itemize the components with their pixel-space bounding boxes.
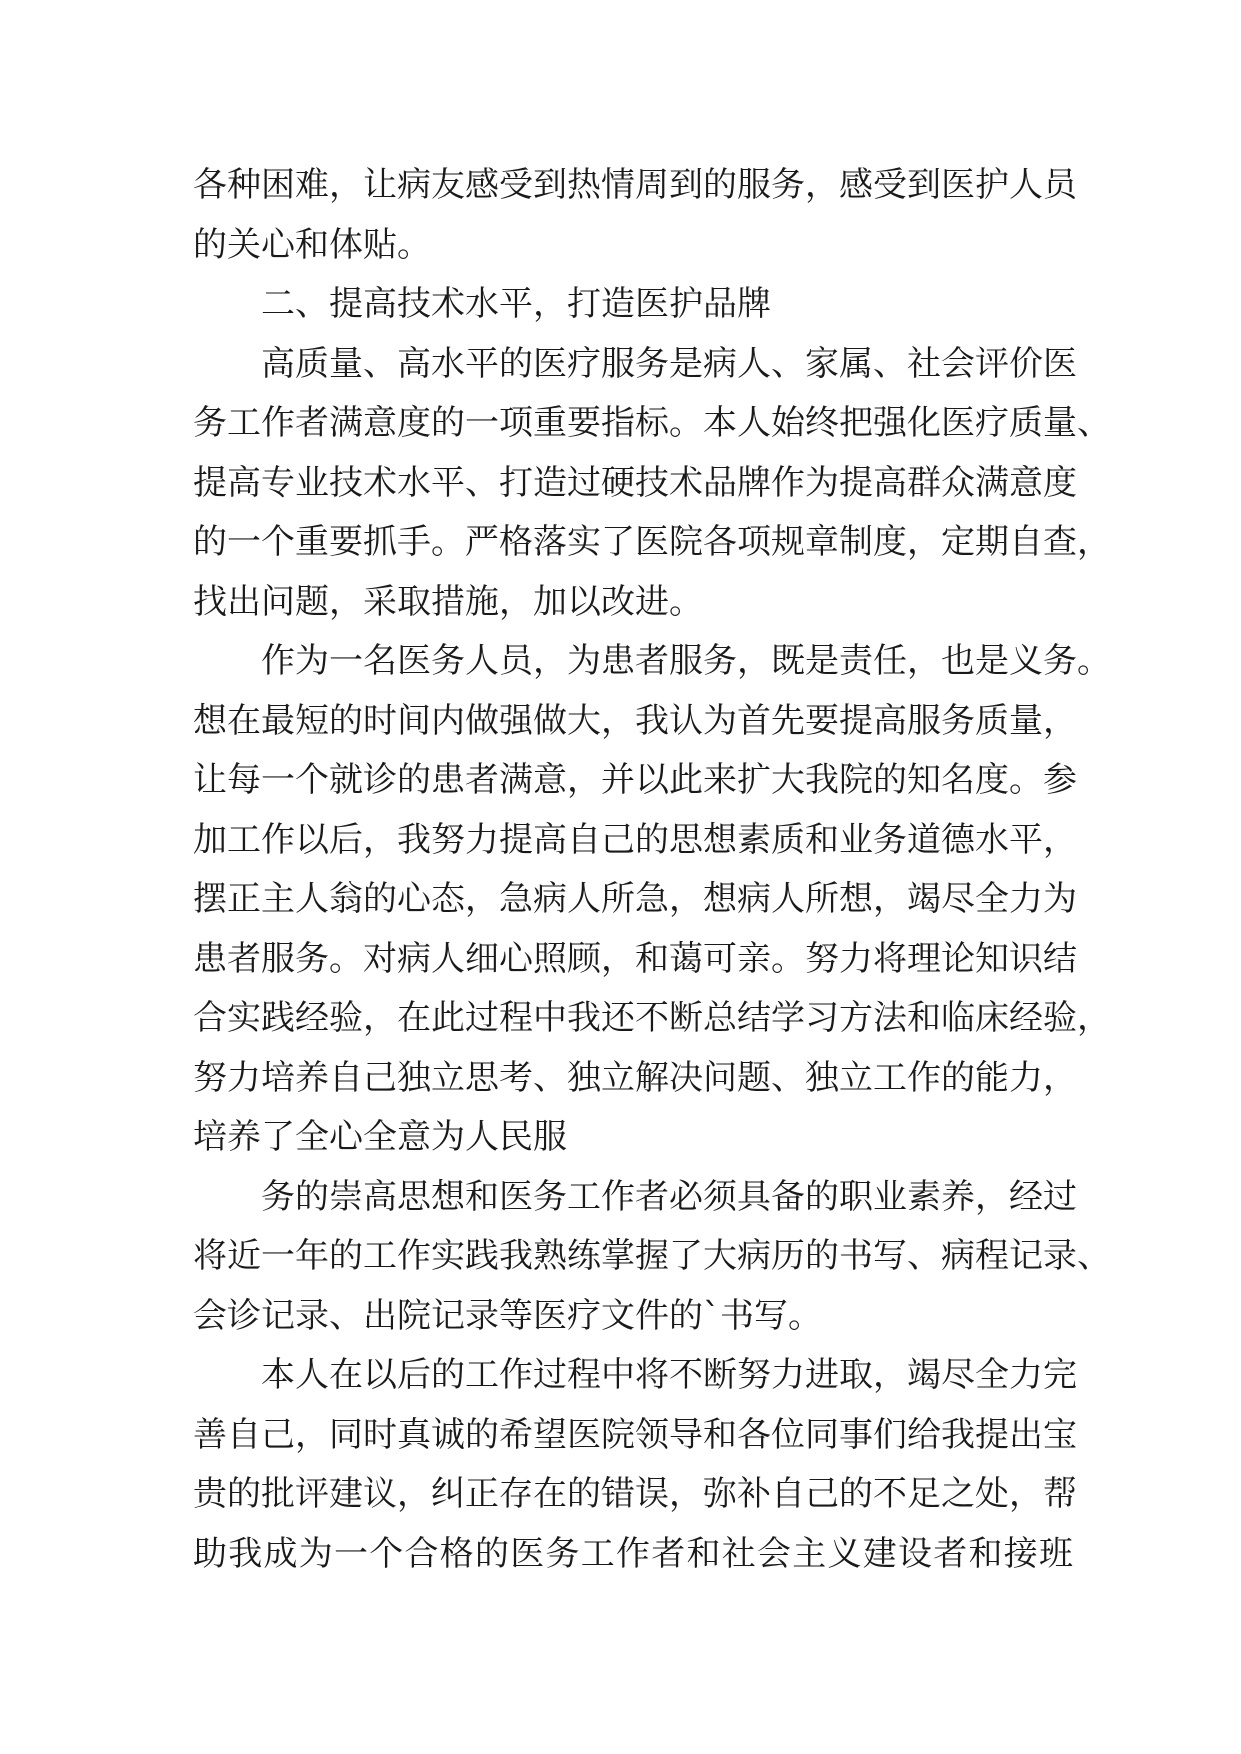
text-line: 合实践经验，在此过程中我还不断总结学习方法和临床经验， [193, 998, 1111, 1038]
text-line: 想在最短的时间内做强做大，我认为首先要提高服务质量， [193, 700, 1077, 741]
text-line: 各种困难，让病友感受到热情周到的服务，感受到医护人员 [193, 165, 1077, 205]
document-body [193, 156, 1111, 1584]
text-line: 加工作以后，我努力提高自己的思想素质和业务道德水平， [193, 819, 1077, 860]
text-line: 助我成为一个合格的医务工作者和社会主义建设者和接班 [193, 1533, 1073, 1574]
text-line: 提高专业技术水平、打造过硬技术品牌作为提高群众满意度 [193, 462, 1077, 503]
text-line: 贵的批评建议，纠正存在的错误，弥补自己的不足之处，帮 [193, 1474, 1077, 1514]
text-line: 找出问题，采取措施，加以改进。 [193, 581, 703, 622]
text-line: 的关心和体贴。 [193, 224, 431, 265]
text-line: 高质量、高水平的医疗服务是病人、家属、社会评价医 [261, 343, 1077, 384]
text-line: 作为一名医务人员，为患者服务，既是责任，也是义务。 [261, 641, 1111, 681]
section-heading: 二、提高技术水平，打造医护品牌 [261, 284, 771, 324]
text-line: 善自己，同时真诚的希望医院领导和各位同事们给我提出宝 [193, 1414, 1077, 1455]
text-line: 务的崇高思想和医务工作者必须具备的职业素养，经过 [261, 1176, 1077, 1217]
text-line: 会诊记录、出院记录等医疗文件的`书写。 [193, 1295, 822, 1336]
text-line: 培养了全心全意为人民服 [193, 1117, 567, 1157]
text-line: 务工作者满意度的一项重要指标。本人始终把强化医疗质量、 [193, 403, 1111, 443]
text-line: 将近一年的工作实践我熟练掌握了大病历的书写、病程记录、 [193, 1236, 1111, 1276]
text-line: 本人在以后的工作过程中将不断努力进取，竭尽全力完 [261, 1355, 1077, 1395]
text-line: 让每一个就诊的患者满意，并以此来扩大我院的知名度。参 [193, 760, 1077, 800]
text-line: 努力培养自己独立思考、独立解决问题、独立工作的能力， [193, 1057, 1077, 1098]
text-line: 的一个重要抓手。严格落实了医院各项规章制度，定期自查， [193, 522, 1111, 562]
text-line: 患者服务。对病人细心照顾，和蔼可亲。努力将理论知识结 [193, 938, 1077, 979]
text-line: 摆正主人翁的心态，急病人所急，想病人所想，竭尽全力为 [193, 879, 1077, 919]
